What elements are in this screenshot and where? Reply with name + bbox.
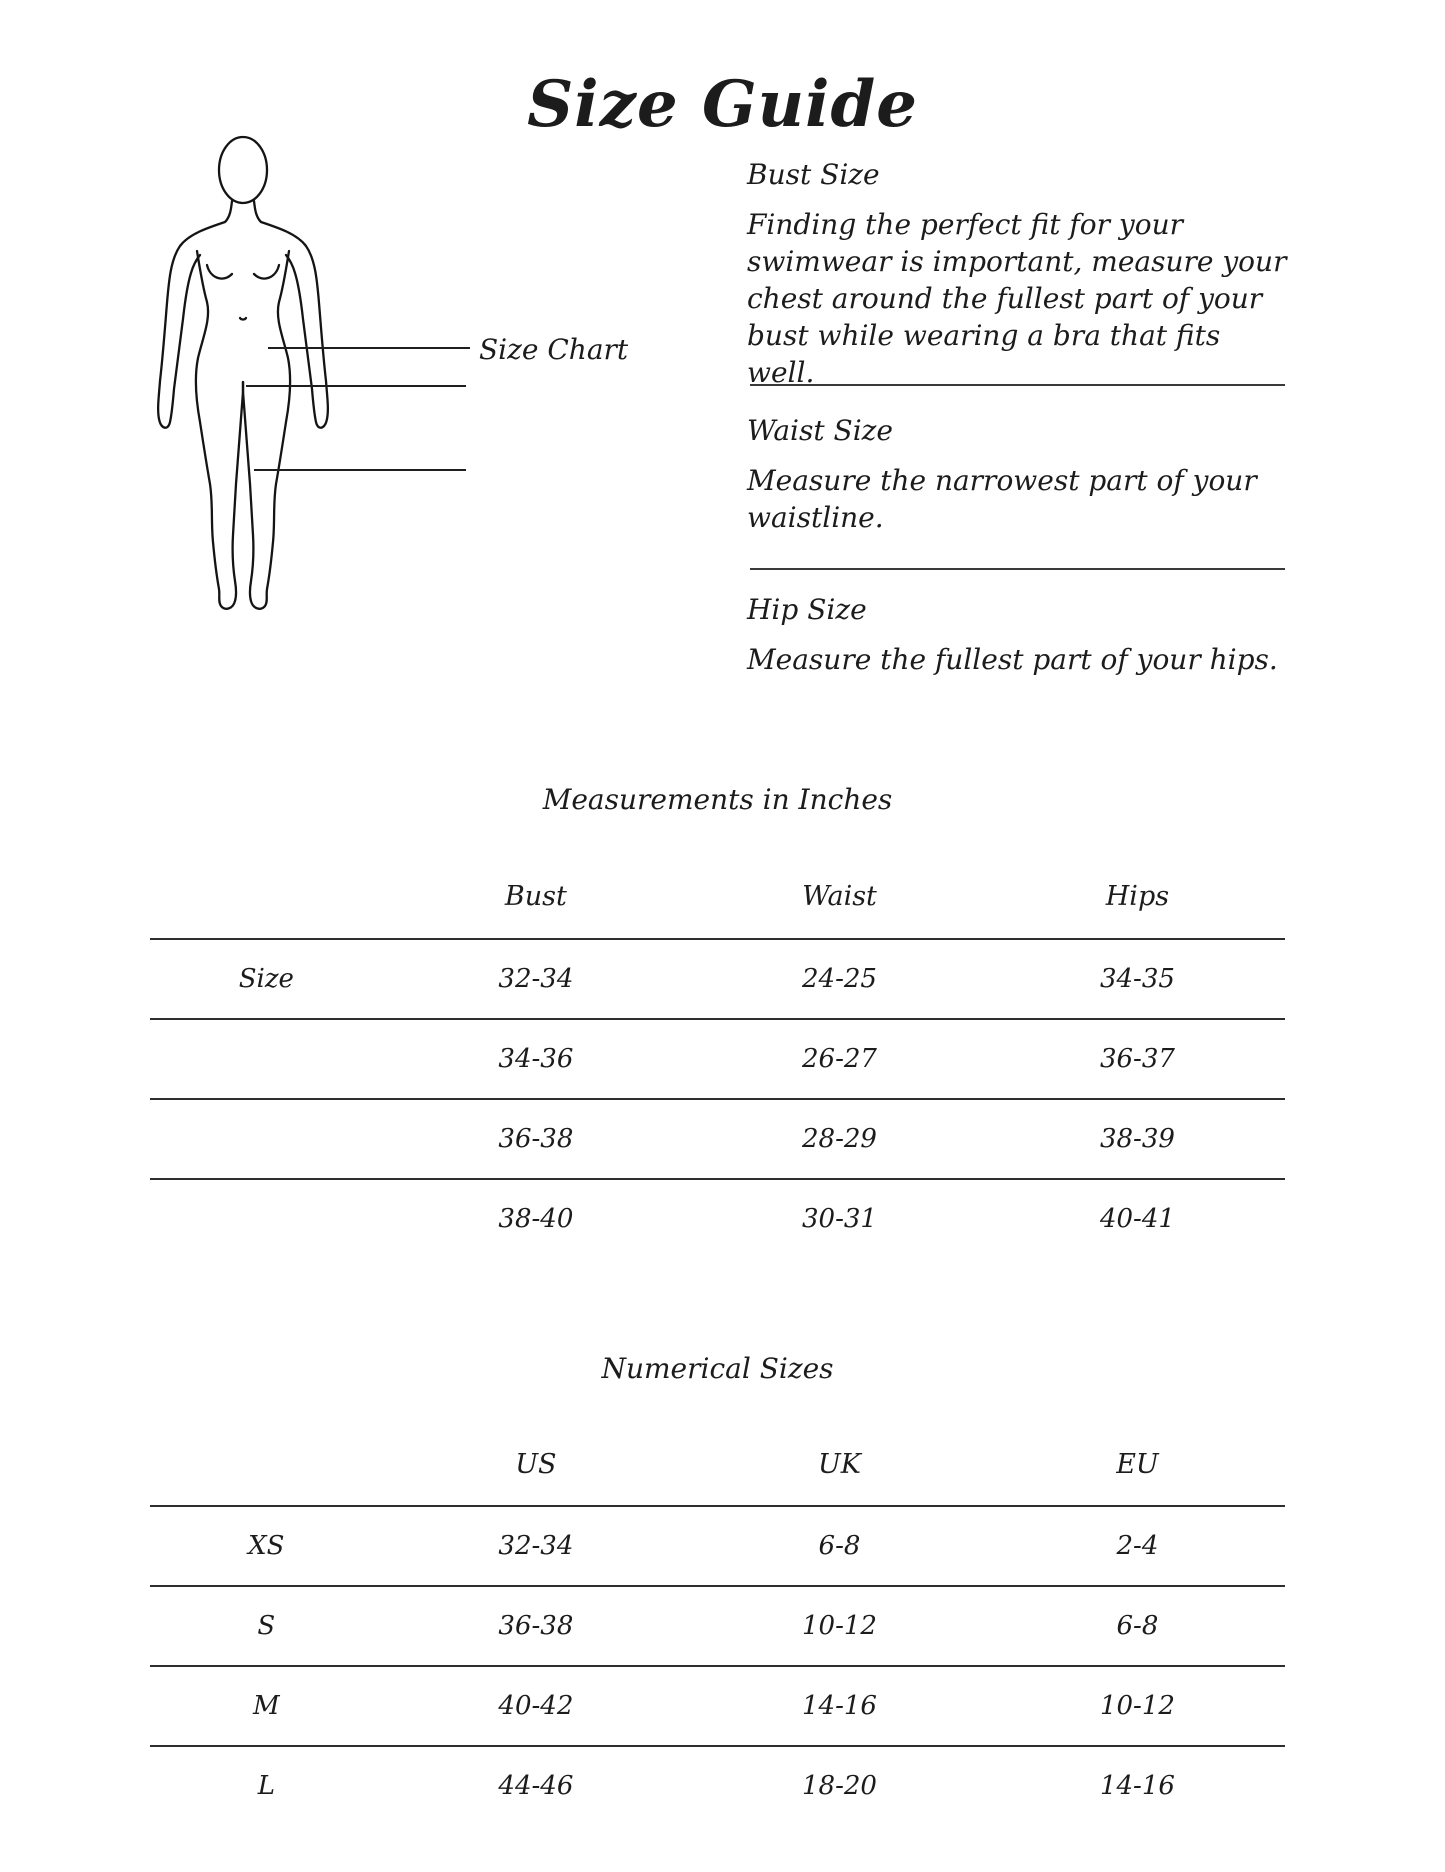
table-row [150, 939, 1285, 1019]
table-row [150, 1586, 1285, 1666]
measurements-table [150, 854, 1285, 1258]
uk-value: 18-20 [802, 1771, 877, 1801]
empty-header-cell [150, 854, 383, 939]
us-value: 40-42 [498, 1691, 574, 1721]
column-header-us: US [515, 1449, 557, 1480]
waist-size-heading: Waist Size [747, 414, 893, 447]
hips-value: 40-41 [1099, 1204, 1175, 1234]
waist-value: 30-31 [802, 1204, 877, 1234]
column-header-bust: Bust [504, 880, 567, 912]
hips-value: 34-35 [1099, 964, 1175, 994]
us-value: 32-34 [498, 1531, 574, 1561]
figure-pointer-line-bottom [254, 469, 466, 471]
bust-value: 32-34 [498, 964, 574, 994]
bust-value: 34-36 [498, 1044, 574, 1074]
size-label: L [257, 1771, 275, 1801]
section-waist-size [747, 413, 1292, 537]
table-row [150, 1746, 1285, 1825]
us-value: 36-38 [498, 1611, 574, 1641]
uk-value: 10-12 [802, 1611, 877, 1641]
row-label [150, 1099, 383, 1179]
figure-left-half [158, 201, 243, 609]
uk-value: 14-16 [802, 1691, 877, 1721]
section-divider [750, 384, 1285, 386]
figure-head [219, 137, 267, 203]
table-row [150, 1099, 1285, 1179]
female-body-outline-illustration [148, 132, 338, 612]
bust-value: 36-38 [498, 1124, 574, 1154]
row-label: Size [238, 964, 294, 994]
eu-value: 10-12 [1099, 1691, 1175, 1721]
empty-header-cell [150, 1424, 383, 1506]
bust-size-text: Finding the perfect fit for your swimwear is important, measure your chest around the fullest part of your bust while wearing a bra that fits well. [747, 208, 1287, 390]
figure-navel [240, 318, 246, 320]
numerical-table-title: Numerical Sizes [601, 1352, 834, 1385]
figure-pointer-line-top [268, 347, 470, 349]
table-row [150, 1666, 1285, 1746]
waist-value: 28-29 [802, 1124, 877, 1154]
us-value: 44-46 [498, 1771, 574, 1801]
eu-value: 14-16 [1099, 1771, 1175, 1801]
bust-size-heading: Bust Size [747, 158, 880, 191]
hip-size-heading: Hip Size [747, 593, 867, 626]
column-header-uk: UK [818, 1449, 861, 1480]
size-label: XS [248, 1531, 285, 1561]
size-label: M [253, 1691, 280, 1721]
section-bust-size [747, 157, 1292, 392]
column-header-hips: Hips [1105, 880, 1170, 912]
table-header-row [150, 1424, 1285, 1506]
section-hip-size [747, 592, 1292, 679]
numerical-sizes-table [150, 1424, 1285, 1825]
uk-value: 6-8 [818, 1531, 861, 1561]
table-header-row [150, 854, 1285, 939]
waist-size-text: Measure the narrowest part of your waistline. [747, 464, 1257, 535]
figure-pointer-line-middle [246, 385, 466, 387]
waist-value: 26-27 [802, 1044, 877, 1074]
hips-value: 38-39 [1099, 1124, 1175, 1154]
row-label [150, 1179, 383, 1258]
eu-value: 6-8 [1116, 1611, 1159, 1641]
size-label: S [257, 1611, 276, 1641]
table-row [150, 1019, 1285, 1099]
table-row [150, 1179, 1285, 1258]
row-label [150, 1019, 383, 1099]
measurements-table-title: Measurements in Inches [542, 783, 893, 816]
bust-value: 38-40 [498, 1204, 574, 1234]
table-row [150, 1506, 1285, 1586]
eu-value: 2-4 [1116, 1531, 1159, 1561]
hip-size-text: Measure the fullest part of your hips. [747, 643, 1278, 677]
section-divider [750, 568, 1285, 570]
hips-value: 36-37 [1099, 1044, 1175, 1074]
column-header-waist: Waist [802, 880, 877, 912]
size-chart-label: Size Chart [479, 333, 629, 366]
column-header-eu: EU [1116, 1449, 1159, 1480]
waist-value: 24-25 [802, 964, 877, 994]
page-title: Size Guide [527, 66, 918, 142]
